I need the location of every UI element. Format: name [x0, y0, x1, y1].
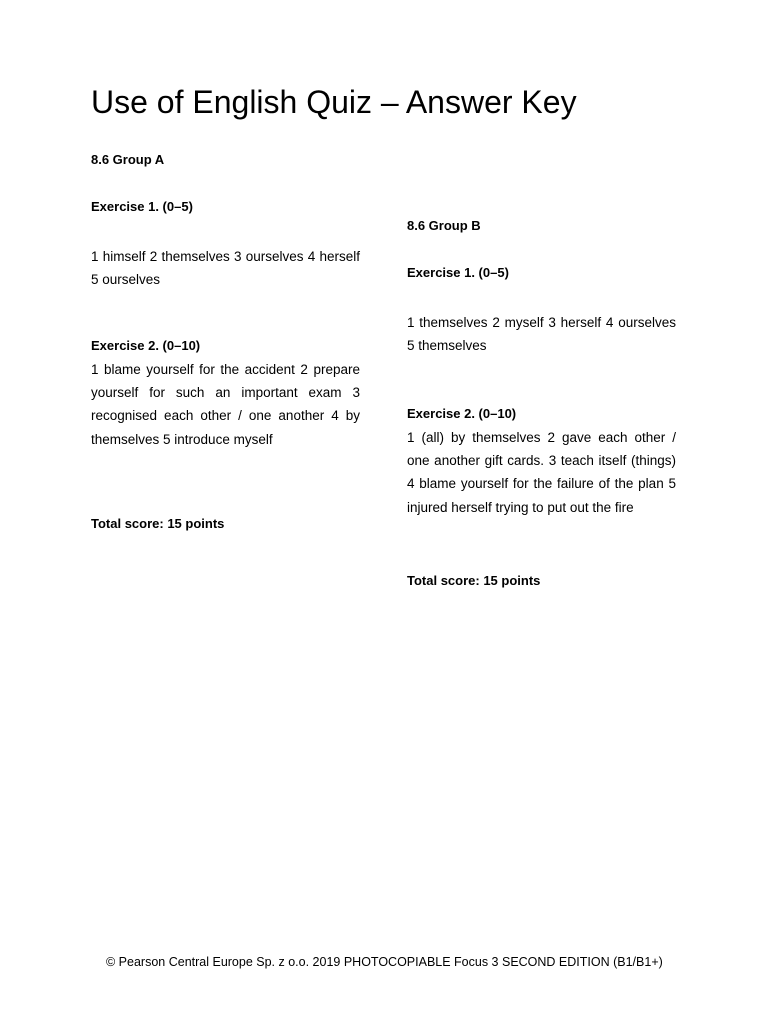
group-a-exercise1-heading: Exercise 1. (0–5) — [91, 199, 193, 214]
group-a-column — [91, 152, 360, 532]
group-b-exercise2-heading: Exercise 2. (0–10) — [407, 406, 517, 421]
group-b-exercise1-heading: Exercise 1. (0–5) — [407, 265, 509, 280]
group-a-exercise2-answers: 1 blame yourself for the accident 2 prepare yourself for such an important exam 3 recognised each other / one another 4 by themselves 5 introduce myself — [91, 362, 360, 447]
group-b-column — [407, 218, 676, 589]
group-a-total-score: Total score: 15 points — [91, 515, 225, 531]
group-a-exercise1-answers: 1 himself 2 themselves 3 ourselves 4 herself 5 ourselves — [91, 249, 360, 287]
group-a-exercise2-heading: Exercise 2. (0–10) — [91, 338, 201, 353]
group-b-heading: 8.6 Group B — [407, 218, 481, 233]
group-b-total-score: Total score: 15 points — [407, 572, 541, 588]
group-a-heading: 8.6 Group A — [91, 152, 165, 167]
group-b-exercise2-answers: 1 (all) by themselves 2 gave each other / one another gift cards. 3 teach itself (things) 4 blame yourself for the failure of the plan 5 injured herself trying to put out the fire — [407, 430, 676, 515]
copyright-footer: © Pearson Central Europe Sp. z o.o. 2019 PHOTOCOPIABLE Focus 3 SECOND EDITION (B1/B1+) — [106, 955, 663, 969]
page-title: Use of English Quiz – Answer Key — [91, 84, 577, 120]
group-b-exercise1-answers: 1 themselves 2 myself 3 herself 4 ourselves 5 themselves — [407, 315, 676, 353]
